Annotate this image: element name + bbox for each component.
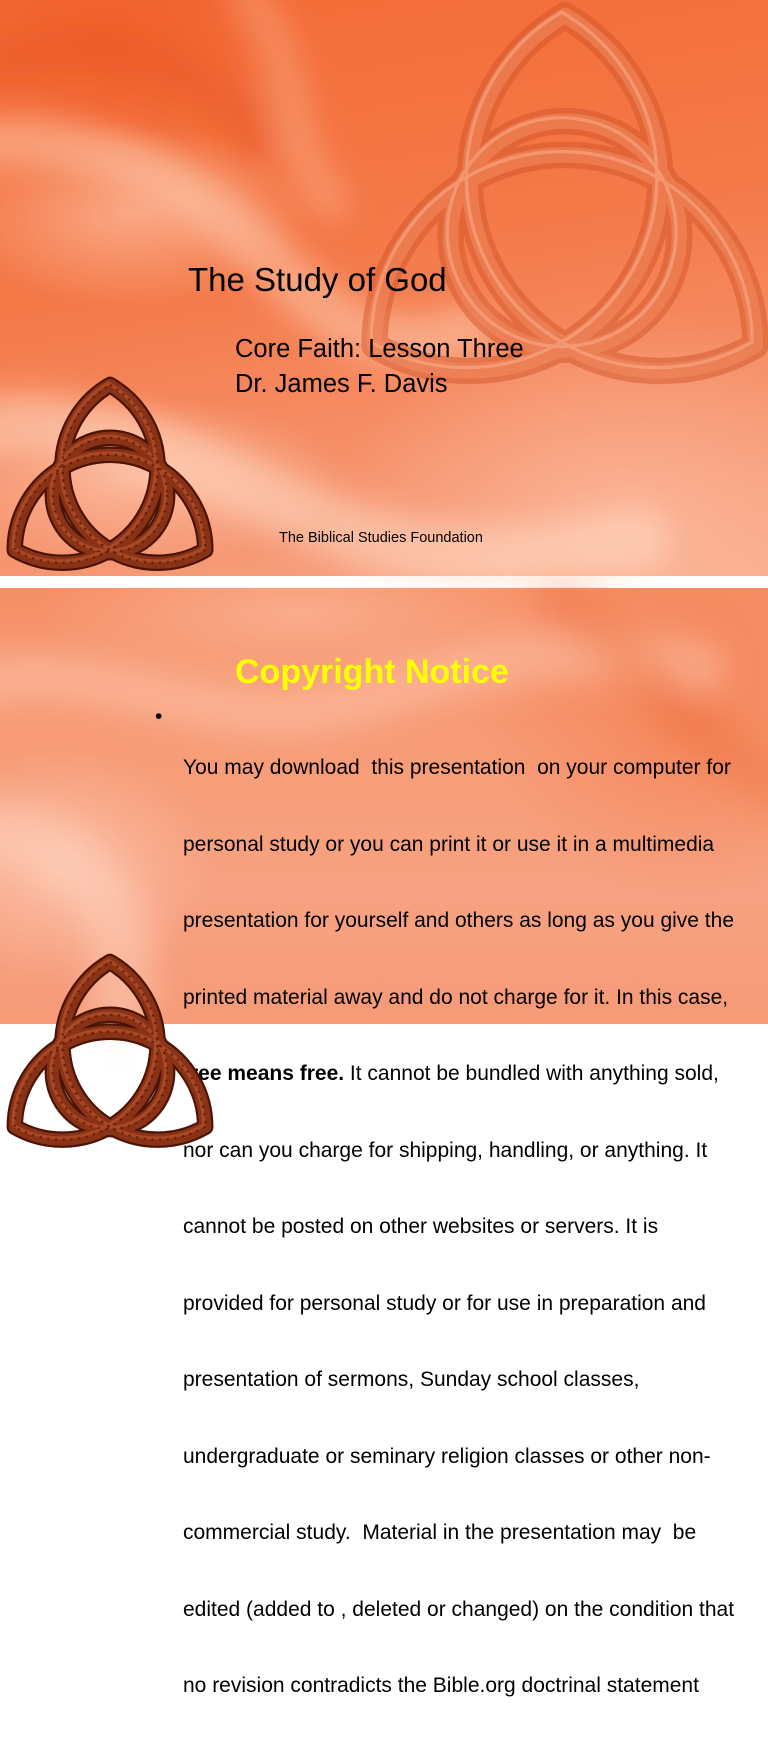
body-line: edited (added to , deleted or changed) on the condition that: [183, 1597, 735, 1621]
body-line: You may download this presentation on your computer for: [183, 756, 731, 779]
body-line: commercial study. Material in the presentation may be: [183, 1521, 697, 1544]
body-line: printed material away and do not charge for it. In this case,: [183, 985, 729, 1009]
triquetra-icon: [0, 951, 231, 1024]
body-line-text: It cannot be bundled with anything sold,: [344, 1062, 719, 1085]
bold-phrase: free means free.: [183, 1062, 345, 1085]
body-line: personal study or you can print it or use it in a multimedia: [183, 832, 715, 856]
body-line: provided for personal study or for use in preparation and: [183, 1291, 706, 1315]
body-line: cannot be posted on other websites or servers. It is: [183, 1215, 659, 1238]
slide-title: [0, 0, 768, 576]
triquetra-watermark-icon: [323, 0, 768, 389]
slide-subtitle: Core Faith: Lesson Three: [235, 335, 524, 363]
body-line: presentation for yourself and others as long as you give the: [183, 909, 735, 932]
bullet-marker: •: [155, 705, 163, 728]
body-line: no revision contradicts the Bible.org doctrinal statement: [183, 1674, 699, 1697]
slide-title-text: The Study of God: [188, 261, 447, 298]
slide-copyright: [0, 588, 768, 1697]
triquetra-icon: [0, 374, 231, 572]
body-line: undergraduate or seminary religion classes or other non-: [183, 1444, 711, 1468]
slide-author: Dr. James F. Davis: [235, 370, 448, 398]
body-line: nor can you charge for shipping, handling, or anything. It: [183, 1138, 708, 1162]
copyright-heading: Copyright Notice: [235, 653, 509, 691]
copyright-body: [183, 704, 734, 1750]
slide-footer: The Biblical Studies Foundation: [279, 530, 483, 546]
body-line: [183, 1061, 734, 1087]
body-line: presentation of sermons, Sunday school classes,: [183, 1368, 640, 1391]
